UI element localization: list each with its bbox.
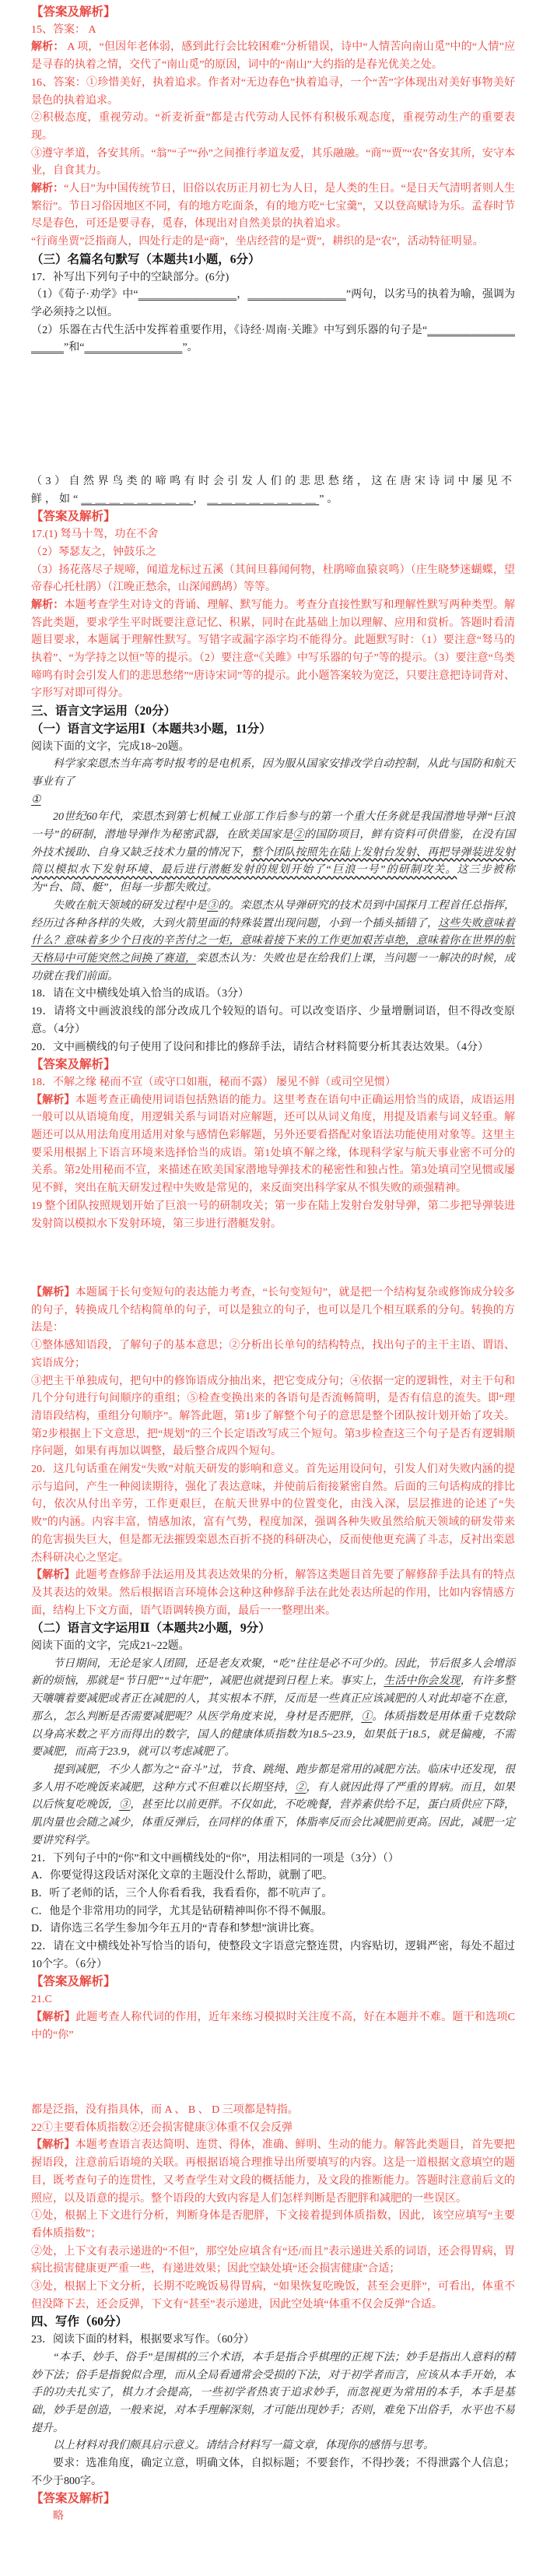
text-run: ，: [193, 493, 208, 505]
underlined-text-run: ③: [119, 1799, 131, 1812]
label-run: 【解析】: [31, 2139, 75, 2152]
underlined-text-run: 这些失败意味着什么？意味着多少个日夜的辛苦付之一炬，意味着接下来的工作更加艰苦卓绝，意味着你在世界的航天格局中可能突然之间换了赛道，: [31, 917, 516, 965]
text-run: C．他是个非常用功的同学，尤其是钻研精神叫你不得不佩服。: [31, 1905, 333, 1917]
text-run: ，甚至比以前更胖。不仅如此，不吃晚餐，营养素供给不足，蛋白质供应下降，肌肉量也会随之减少，体重反弹后，在同样的体重下，体脂率反而会比减肥前更高。因此，减肥一定要讲究科学。: [31, 1799, 516, 1847]
text-run: 本题属于长句变短句的表达能力考查，“长句变短句”，就是把一个结构复杂或修饰成分较多的句子，转换成几个结构简单的句子，可以是独立的句子，也可以是几个相互联系的分句。转换的方法是：: [31, 1287, 515, 1334]
analysis-22-blank3: [31, 2279, 515, 2314]
text-run: 22①主要看体质指数②还会损害健康③体重不仅会反弹: [31, 2121, 293, 2134]
underlined-text-run: ＿＿＿＿＿＿＿＿＿＿＿: [31, 324, 515, 354]
underlined-text-run: ＿＿＿＿＿＿＿＿: [207, 493, 320, 505]
answers-header: [31, 1973, 515, 1991]
label-run: 【解析】: [31, 1569, 75, 1582]
question-21-option-d: [31, 1921, 515, 1938]
answers-header: [31, 1056, 515, 1074]
text-run: （2）琴瑟友之，钟鼓乐之: [31, 546, 156, 558]
text-run: 的国防项目，鲜有资料可供借鉴，在没有国外技术援助、自身又缺乏技术力量的情况下，: [31, 829, 516, 859]
text-run: 20．文中画横线的句子使用了设问和排比的修辞手法，请结合材料简要分析其表达效果。（4分）: [31, 1041, 489, 1053]
block-answer-22-writing: [31, 2102, 515, 2526]
underlined-text-run: ②: [293, 829, 304, 842]
text-run: 21．下列句子中的“你”和文中画横线处的“你”，用法相同的一项是（3分）（）: [31, 1852, 399, 1864]
underlined-text-run: ②: [295, 1781, 307, 1794]
analysis-19-steps-1-2: [31, 1337, 515, 1372]
question-22: [31, 1938, 515, 1973]
analysis-16: [31, 181, 515, 234]
text-run: （3）自然界鸟类的啼鸣有时会引发人们的悲思愁绪，这在唐宋诗词中屡见不鲜，如“: [31, 476, 515, 505]
text-run: ”两句，以劣马的执着为喻，强调为学必须持之以恒。: [31, 289, 516, 318]
analysis-19-steps-3-5: [31, 1373, 515, 1462]
text-run: “人日”为中国传统节日，旧俗以农历正月初七为人日，是人类的生日。“是日天气清明者则人生繁衍”。节日习俗因地区不同，有的地方吃面条，有的地方吃“七宝羹”，又以登高赋诗为乐。孟春时节尽是春色，可还是要寻春，觅春，体现出对自然美景的执着追求。: [31, 183, 516, 230]
text-run: 栾恩杰认为：失败也是在给我们上课，当问题一一解决的时候，成功就在我们前面。: [31, 952, 515, 982]
answer-23: [31, 2508, 515, 2526]
text-run: 都是泛指，没有指具体，而 A 、 B 、 D 三项都是特指。: [31, 2104, 299, 2116]
text-run: 17.(1) 驽马十驾，功在不舍: [31, 529, 159, 541]
analysis-16-extra: [31, 234, 515, 251]
text-run: ，有人就因此得了严重的胃病。而且，如果以后恢复吃晚饭，: [31, 1781, 516, 1812]
text-run: ②积极态度，重视劳动。“祈麦祈蚕”都是古代劳动人民怀有积极乐观态度，重视劳动生产的重要表现。: [31, 112, 515, 142]
heading-dictation: [31, 251, 515, 269]
underlined-text-run: ＿＿＿＿＿＿＿＿＿: [247, 289, 346, 301]
text-run: ，有许多整天嚷嚷着要减肥或者正在减肥的人，其实根本不胖，反而是一些真正应该减肥的人对此却毫不在意，那么，怎么判断是否需要减肥呢？从医学角度来说，身材是否肥胖，: [31, 1675, 515, 1723]
question-17: [31, 269, 515, 287]
text-run: 本题考查语言表达简明、连贯、得体，准确、鲜明、生动的能力。解答此类题目，首先要把握语段，注意前后语境的关联。再根据语境合理推导出所要填写的内容。这是一道根据文意填空的题目，既考查句子的连贯性，又考查学生对文段的概括能力，及文段的推断能力。答题时注意前后文的照应，以及语意的提示。整个语段的大致内容是人们怎样判断是否肥胖和减肥的一些误区。: [31, 2139, 516, 2205]
text-run: 18．不解之缘 秘而不宣（或守口如瓶，秘而不露） 屡见不鲜（或司空见惯）: [31, 1076, 396, 1088]
answer-20: [31, 1461, 515, 1567]
label-run: 解析：: [31, 599, 65, 611]
label-run: 【解析】: [31, 2011, 75, 2023]
text-run: （1）《荀子·劝学》中“: [31, 289, 138, 301]
text-run: 本题考查正确使用词语包括熟语的能力。这里考查在语句中正确运用恰当的成语，成语运用一般可以从语境角度，用逻辑关系与词语对应解题，还可以从词义角度，用提及语素与词义轻重。解题还可以从用法角度用适用对象与感情色彩解题，另外还要看搭配对象语法功能使用对象等。这里主要采用根据上下语言环境来选择恰当的成语。第1处填不解之缘，体现科学家与航天事业密不可分的关系。第2处用秘而不宣，来描述在欧美国家潜地导弹技术的秘密性和独占性。第3处填司空见惯或屡见不鲜，突出在航天研发过程中失败是常见的，来反面突出科学家从不惧失败的顽强精神。: [31, 1094, 516, 1195]
question-17-2: [31, 322, 515, 357]
text-run: 16、答案：①珍惜美好，执着追求。作者对“无边春色”执着追寻，一个“苦”字体现出对美好事物美好景色的执着追求。: [31, 76, 515, 107]
text-run: 15、答案： A: [31, 23, 96, 36]
underlined-text-run: ③: [207, 899, 219, 912]
text-run: “行商坐贾”泛指商人，四处行走的是“商”，坐店经营的是“贾”，耕织的是“农”，活动特征明显。: [31, 236, 484, 248]
text-run: ”。: [319, 493, 342, 505]
text-run: 提到减肥，不少人都为之“奋斗”过，节食、跳绳、跑步都是常用的减肥方法。临床中还发现，很多人用不吃晚饭来减肥，这种方式不但难以长期坚持，: [31, 1763, 515, 1794]
answers-header: [31, 2490, 515, 2508]
text-run: A 项，“但因年老体弱，感到此行会比较困难”分析错误，诗中“人情苦向南山觅”中的“人情”应是寻春的执着之情，交代了“南山觅”的原因，词中的“南山”大约指的是春光优美之处。: [31, 41, 516, 72]
text-run: 【答案及解析】: [31, 1975, 116, 1989]
passage-diet-para2: [31, 1762, 515, 1850]
text-run: 科学家栾恩杰当年高考时报考的是电机系，因为服从国家安排改学自动控制，从此与国防和航天事业有了: [31, 758, 515, 788]
text-run: ③遵守孝道，各安其所。“翁”“子”“孙”之间推行孝道友爱，其乐融融。“商”“贾”“农”各安其所，安守本业，自食其力。: [31, 147, 515, 177]
underlined-text-run: ＿＿＿＿＿＿＿＿＿: [84, 342, 183, 354]
text-run: A．你要觉得这段话对深化文章的主题没什么帮助，就删了吧。: [31, 1870, 334, 1882]
answers-header: [31, 4, 515, 22]
heading-language-use-2: [31, 1620, 515, 1638]
question-21-option-c: [31, 1903, 515, 1921]
text-run: 此题考查人称代词的作用，近年来练习模拟时关注度不高，好在本题并不难。题干和选项C 中的“你”: [31, 2011, 516, 2041]
text-run: D．请你选三名学生参加今年五月的“青春和梦想”演讲比赛。: [31, 1923, 321, 1935]
text-run: ③处，根据上下文分析，长期不吃晚饭易得胃病，“如果恢复吃晚饭，甚至会更胖”，可看出，体重不但没降下去，还会反弹，下文有“甚至”表示递进，因此空处填“体重不仅会反弹”合适。: [31, 2281, 515, 2311]
text-run: “本手、妙手、俗手”是围棋的三个术语，本手是指合乎棋理的正规下法；妙手是指出人意料的精妙下法；俗手是指貌似合理，而从全局看通常会受损的下法，对于初学者而言，应该从本手开始，本手的功夫扎实了，棋力才会提高，一些初学者热衷于追求妙手，而忽视更为常用的本手，本手是基础，妙手是创造，一般来说，对本手理解深刻，才可能出现妙手；否则，难免下出俗手，水平也不易提升。: [31, 2351, 515, 2434]
heading-language-use-1: [31, 721, 515, 739]
answer-17-1: [31, 526, 515, 544]
heading-writing: [31, 2314, 515, 2332]
passage-weiqi-instruction: [31, 2437, 515, 2455]
block-question-17-to-19: [31, 473, 515, 1233]
analysis-18: [31, 1092, 515, 1198]
text-run: 以上材料对我们颇具启示意义。请结合材料写一篇文章，体现你的感悟与思考。: [53, 2440, 434, 2452]
passage-luan-para3: [31, 898, 515, 986]
text-run: 失败在航天领域的研发过程中是: [53, 899, 208, 912]
text-run: 【答案及解析】: [31, 5, 116, 19]
answer-17-2: [31, 544, 515, 562]
text-run: （二）语言文字运用Ⅱ（本题共2小题，9分）: [31, 1622, 271, 1636]
text-run: （一）语言文字运用Ⅰ（本题共3小题，11分）: [31, 722, 272, 736]
label-run: 解析：: [31, 183, 65, 195]
question-21-option-a: [31, 1868, 515, 1885]
answer-21: [31, 1991, 515, 2009]
text-run: 22．请在文中横线处补写恰当的语句，使整段文字语意完整连贯，内容贴切，逻辑严密，每处不超过10个字。（6分）: [31, 1941, 515, 1970]
passage-blank-1: [31, 792, 515, 810]
text-run: 20世纪60年代，栾恩杰到第七机械工业部工作后参与的第一个重大任务就是我国潜地导弹“巨浪一号”的研制，潜地导弹作为秘密武器，在欧美国家是: [31, 811, 515, 842]
text-run: 18．请在文中横线处填入恰当的成语。（3分）: [31, 988, 249, 1000]
text-run: 本题考查学生对诗文的背诵、理解、默写能力。考查分直接性默写和理解性默写两种类型。解答此类题，要求学生平时既要注意记忆、积累，同时在此基础上加以理解、应用和赏析。答题时看清题目要求，本题属于理解性默写。写错字或漏字添字均不能得分。此题默写时：（1）要注意“驽马的执着”、“为学持之以恒”等的提示。（2）要注意“《关雎》中写乐器的句子”等的提示。（3）要注意“鸟类啼鸣有时会引发人们的悲思愁绪”“唐诗宋词”等的提示。此小题答案较为宽泛，只要注意把诗词背对、字形写对即可得分。: [31, 599, 516, 700]
text-run: 19 整个团队按照规划开始了巨浪一号的研制攻关；第一步在陆上发射台发射导弹，第二步把导弹装进发射筒以模拟水下发射环境，第三步进行潜艇发射。: [31, 1200, 515, 1230]
text-run: ①处，根据上下文进行分析，判断身体是否肥胖，下文接着提到体质指数，因此，该空应填写“主要看体质指数”；: [31, 2210, 515, 2240]
reading-instruction-18-20: [31, 739, 515, 757]
answer-18: [31, 1074, 515, 1092]
question-21: [31, 1850, 515, 1868]
underlined-text-run: ①: [361, 1710, 373, 1723]
text-run: （3）扬花落尽子规啼，闻道龙标过五溪（其间旦暮闻何物，杜鹃啼血猿哀鸣）（庄生晓梦迷蝴蝶，望帝春心托杜鹃）（江晚正愁余，山深闻鹧鸪）等等。: [31, 564, 515, 594]
underlined-text-run: 生活中你会发现: [384, 1675, 461, 1688]
text-run: ”和“: [64, 342, 85, 354]
answer-16-point3: [31, 146, 515, 181]
text-run: 21.C: [31, 1994, 52, 2006]
answer-22: [31, 2120, 515, 2138]
analysis-22-blank1: [31, 2208, 515, 2243]
text-run: 略: [53, 2511, 64, 2523]
label-run: 【解析】: [31, 1287, 75, 1299]
underlined-text-run: ＿＿＿＿＿＿＿＿＿: [138, 289, 237, 301]
underlined-text-run: ＿＿＿＿＿＿＿＿: [81, 493, 194, 505]
text-run: ”。: [182, 342, 198, 354]
answer-16-point1: [31, 75, 515, 110]
passage-diet-para1: [31, 1656, 515, 1762]
underlined-text-run: 整个团队按照先在陆上发射台发射、再把导弹装进发射筒以模拟水下发射环境、最后进行潜艇发射的规划开始了“巨浪一号”的研制攻关。: [31, 846, 516, 877]
text-run: 阅读下面的文字，完成21~22题。: [31, 1640, 190, 1653]
question-18: [31, 986, 515, 1003]
text-run: 三、语言文字运用（20分）: [31, 705, 177, 719]
analysis-20: [31, 1567, 515, 1620]
question-19: [31, 1003, 515, 1038]
label-run: 解析：: [31, 41, 65, 54]
text-run: （2）乐器在古代生活中发挥着重要作用，《诗经·周南·关雎》中写到乐器的句子是“: [31, 324, 428, 336]
text-run: ②处，上下文有表示递进的“不但”，那空处应填含有“还/而且”表示递进关系的词语，还会得胃病，胃病比损害健康更严重一些，有递进效果；因此空缺处填“还会损害健康”合适；: [31, 2245, 515, 2276]
text-run: ①整体感知语段，了解句子的基本意思；②分析出长单句的结构特点，找出句子的主干主语、谓语、宾语成分；: [31, 1340, 515, 1369]
text-run: 【答案及解析】: [31, 510, 116, 524]
text-run: 要求：选准角度，确定立意，明确文体，自拟标题；不要套作，不得抄袭；不得泄露个人信息；不少于800字。: [31, 2458, 515, 2487]
text-run: 20．这几句话重在阐发“失败”对航天研发的影响和意义。首先运用设问句，引发人们对失败内涵的提示与追问，产生一种阅读期待，强化了表达意味，并使前后衔接紧密自然。后面的三句话构成的排比句，依次从付出辛劳，工作更艰巨，在航天世界中的位置变化，由浅入深，层层推进的论述了“失败”的内涵。内容丰富，情感加浓，富有气势，程度加深，强调各种失败虽然给航天领域的研发带来的危害损失巨大，但是都无法摧毁栾恩杰百折不挠的科研决心，反而使他更充满了斗志，反衬出栾恩杰科研决心之坚定。: [31, 1464, 515, 1564]
block-analysis-19-to-21: [31, 1284, 515, 2044]
answer-16-point2: [31, 110, 515, 145]
text-run: 四、写作（60分）: [31, 2315, 128, 2329]
question-23: [31, 2332, 515, 2349]
analysis-17: [31, 597, 515, 703]
analysis-21-part2: [31, 2102, 515, 2120]
text-run: ③把主干单独成句，把句中的修饰语成分抽出来，把它变成分句；④依据一定的逻辑性，对主干句和几个分句进行句间顺序的重组；⑤检查变换出来的各语句是否流畅简明，是否有信息的流失。即“理清语段结构，重组分句顺序”。解答此题，第1步了解整个句子的意思是整个团队按计划开始了攻关。第2步根据上下文意思，把“规划”的三个长定语改写成三个短句。第3步检查这三个句子是否有逻辑顺序问题，如果有再加以调整，最后整合成四个短句。: [31, 1375, 515, 1458]
text-run: 【答案及解析】: [31, 2492, 116, 2506]
underlined-text-run: ①: [31, 793, 41, 806]
label-run: 【解析】: [31, 1094, 75, 1106]
text-run: 19．请将文中画波浪线的部分改成几个较短的语句。可以改变语序、少量增删词语，但不得改变原意。（4分）: [31, 1006, 515, 1035]
analysis-22-blank2: [31, 2244, 515, 2279]
analysis-19: [31, 1284, 515, 1337]
question-17-3: [31, 473, 515, 508]
text-run: （三）名篇名句默写（本题共1小题，6分）: [31, 252, 261, 266]
answer-17-3: [31, 562, 515, 597]
question-20: [31, 1039, 515, 1057]
question-21-option-b: [31, 1885, 515, 1903]
analysis-21-part1: [31, 2009, 515, 2044]
answers-block-questions-15-17: [31, 4, 515, 357]
question-23-requirements: [31, 2455, 515, 2490]
text-run: 这三步被称为“台、筒、艇”，但每一步都失败过。: [31, 864, 515, 894]
analysis-15: [31, 39, 515, 74]
text-run: 此题考查修辞手法运用及其表达效果的分析，解答这类题目首先要了解修辞手法具有的特点及其表达的效果。然后根据语言环境体会这种这种修辞手法在此处表达所起的作用，比如内容情感方面，结构上下文方面，语气语调转换方面，最后一一整理出来。: [31, 1569, 516, 1617]
reading-instruction-21-22: [31, 1638, 515, 1656]
text-run: 的。栾恩杰从导弹研究的技术员到中国探月工程首任总指挥，经历过各种各样的失败，大到火箭里面的特殊装置出现问题，小到一个插头插错了，: [31, 899, 516, 930]
text-run: 。体质指数是用体重千克数除以身高米数之平方而得出的数字，国人的健康体质指数为18.5~23.9，如果低于18.5，就是偏瘦，不需要减肥，而高于23.9，就可以考虑减肥了。: [31, 1710, 516, 1759]
text-run: 阅读下面的文字，完成18~20题。: [31, 740, 190, 753]
passage-luan-intro: [31, 756, 515, 791]
answer-19: [31, 1198, 515, 1233]
text-run: 17．补写出下列句子中的空缺部分。(6分): [31, 271, 229, 283]
text-run: ，: [236, 289, 248, 301]
question-17-1: [31, 286, 515, 322]
text-run: 节日期间，无论是家人团圆，还是老友欢聚，“吃”往往是必不可少的。因此，节后很多人会增添新的烦恼，那就是“节日肥”“过年肥”，减肥也就提到日程上来。事实上，: [31, 1657, 515, 1688]
text-run: 【答案及解析】: [31, 1058, 116, 1072]
answer-15: [31, 22, 515, 40]
passage-weiqi: [31, 2349, 515, 2438]
passage-luan-para2: [31, 809, 515, 898]
heading-language-use: [31, 703, 515, 721]
text-run: 23．阅读下面的材料，根据要求写作。（60分）: [31, 2334, 254, 2346]
text-run: B．听了老师的话，三个人你看看我，我看看你，都不吭声了。: [31, 1887, 333, 1899]
analysis-22: [31, 2137, 515, 2208]
answers-header: [31, 508, 515, 526]
